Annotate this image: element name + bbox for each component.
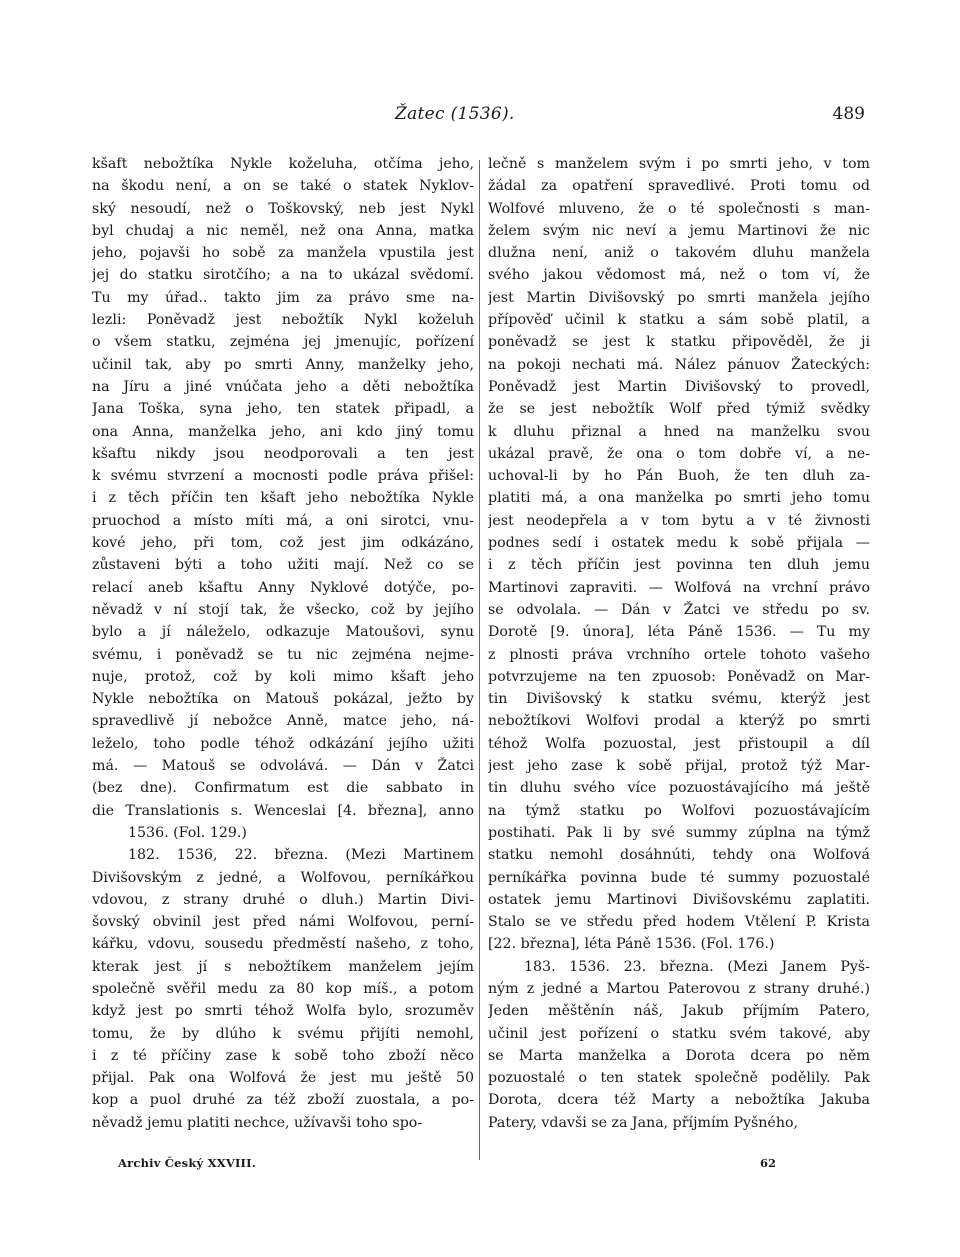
- text-line: na pokoji nechati má. Nález pánuov Žateckých:: [488, 356, 870, 373]
- text-line: Divišovským z jedné, a Wolfovou, perníkářkou: [92, 869, 474, 886]
- text-line: něvadž jemu platiti nechce, užívavši toho spo-: [92, 1114, 423, 1131]
- text-line: z plnosti práva vrchního ortele tohoto vašeho: [488, 646, 870, 663]
- text-line: Tu my úřad.. takto jim za právo sme na-: [92, 289, 474, 306]
- text-line: vdovou, z strany druhé o dluh.) Martin Divi-: [92, 891, 474, 908]
- text-line: se odvolala. — Dán v Žatci ve středu po sv.: [488, 601, 870, 618]
- left-column: [92, 153, 474, 1134]
- text-line: přípověď učinil k statku a sám sobě platil, a: [488, 312, 870, 329]
- text-line: uchoval-li by ho Pán Buoh, že ten dluh za-: [488, 468, 870, 485]
- text-line: Dorotě [9. února], léta Páně 1536. — Tu my: [488, 624, 870, 641]
- text-line: má. — Matouš se odvolává. — Dán v Žatci: [92, 758, 474, 775]
- text-line: i z těch příčin ten kšaft jeho nebožtíka Nykle: [92, 490, 474, 507]
- text-line: učinil jest pořízení o statku svém takové, aby: [488, 1025, 870, 1042]
- text-line: tin Divišovský k statku svému, kterýž jest: [488, 691, 870, 708]
- text-line: perníkářka povinna bude té summy pozuostalé: [488, 869, 870, 886]
- text-line: poněvadž se jest k statku připověděl, že ji: [488, 334, 870, 351]
- text-line: Poněvadž jest Martin Divišovský to provedl,: [488, 378, 870, 395]
- text-line: kop a puol druhé za též zboží zuostala, a po-: [92, 1092, 474, 1109]
- text-line: Dorota, dcera též Marty a nebožtíka Jakuba: [488, 1092, 870, 1109]
- text-line: svého jakou vědomost má, než o tom ví, že: [488, 267, 870, 284]
- text-line: nuje, protož, což by koli mimo kšaft jeho: [92, 668, 474, 685]
- text-line: i z těch příčin jest povinna ten dluh jemu: [488, 557, 870, 574]
- text-line: statku nemohl dosáhnúti, tehdy ona Wolfová: [488, 847, 870, 864]
- page-number: 489: [832, 104, 865, 124]
- text-line: téhož Wolfa pozuostal, jest přistoupil a díl: [488, 735, 870, 752]
- text-line: na Jíru a jiné vnúčata jeho a děti nebožtíka: [92, 378, 474, 395]
- text-line: 1536. (Fol. 129.): [128, 824, 247, 841]
- text-line: pruochod a místo míti má, a oni sirotci, vnu-: [92, 512, 474, 529]
- text-line: [22. března], léta Páně 1536. (Fol. 176.): [488, 936, 775, 953]
- text-line: kterak jest jí s nebožtíkem manželem jejím: [92, 958, 474, 975]
- text-line: kářku, vdovu, sousedu předměstí našeho, z toho,: [92, 936, 474, 953]
- text-line: Stalo se ve středu před hodem Vtělení P. Krista: [488, 914, 870, 931]
- text-line: jest Martin Divišovský po smrti manžela jejího: [488, 289, 870, 306]
- text-line: Martinovi zapraviti. — Wolfová na vrchní právo: [488, 579, 870, 596]
- text-line: leželo, toho podle téhož odkázání jejího užiti: [92, 735, 474, 752]
- text-line: Patery, vdavši se za Jana, příjmím Pyšného,: [488, 1114, 799, 1131]
- text-line: postihati. Pak li by své summy zúplna na týmž: [488, 824, 870, 841]
- text-line: dlužna není, aniž o takovém dluhu manžela: [488, 245, 870, 262]
- text-line: lezli: Poněvadž jest nebožtík Nykl koželuh: [92, 312, 474, 329]
- text-line: 182. 1536, 22. března. (Mezi Martinem: [128, 847, 474, 864]
- sheet-number: 62: [760, 1156, 777, 1170]
- text-line: zůstaveni býti a toho užiti mají. Než co se: [92, 557, 474, 574]
- text-line: jest neodepřela a v tom bytu a v té živnosti: [488, 512, 870, 529]
- text-line: jeho, pojavši ho sobě za manžela vpustila jest: [92, 245, 474, 262]
- text-line: že se jest nebožtík Wolf před týmiž svědky: [488, 401, 870, 418]
- text-line: die Translationis s. Wenceslai [4. března], anno: [92, 802, 474, 819]
- text-line: k svému stvrzení a mocnosti podle práva přišel:: [92, 468, 474, 485]
- text-line: na týmž statku po Wolfovi pozuostávajícím: [488, 802, 870, 819]
- text-line: žádal za opatření spravedlivé. Proti tomu od: [488, 178, 870, 195]
- right-column: [488, 153, 870, 1134]
- text-line: (bez dne). Confirmatum est die sabbato in: [92, 780, 474, 797]
- text-line: jej do statku sirotčího; a na to ukázal svědomí.: [92, 267, 474, 284]
- text-line: něvadž v ní stojí tak, že všecko, což by jejího: [92, 601, 474, 618]
- text-line: podnes sedí i ostatek medu k sobě přijala —: [488, 535, 870, 552]
- text-line: i z té příčiny zase k sobě toho zboží něco: [92, 1047, 474, 1064]
- text-line: nebožtíkovi Wolfovi prodal a kterýž po smrti: [488, 713, 870, 730]
- text-line: tomu, že by dlúho k svému přijíti nemohl,: [92, 1025, 474, 1042]
- text-line: relací aneb kšaftu Anny Nyklové dotýče, po-: [92, 579, 474, 596]
- text-line: pozuostalé o ten statek společně podělily. Pak: [488, 1070, 870, 1087]
- text-line: svému, i poněvadž se tu nic zejména nejme-: [92, 646, 474, 663]
- text-line: kové jeho, při tom, což jest jim odkázáno,: [92, 535, 474, 552]
- text-line: Nykle nebožtíka on Matouš pokázal, ježto by: [92, 691, 474, 708]
- text-line: ukázal pravě, že ona o tom dobře ví, a ne-: [488, 445, 870, 462]
- text-line: společně svěřil medu za 80 kop míš., a potom: [92, 980, 474, 997]
- text-line: učinil tak, aby po smrti Anny, manželky jeho,: [92, 356, 474, 373]
- text-line: potvrzujeme na ten zpuosob: Poněvadž on Mar-: [488, 668, 870, 685]
- text-line: tin dluhu svého více pozuostávajícího má ještě: [488, 780, 870, 797]
- text-line: platiti má, a ona manželka po smrti jeho tomu: [488, 490, 870, 507]
- text-line: kšaft nebožtíka Nykle koželuha, otčíma jeho,: [92, 156, 474, 172]
- text-line: šovský obvinil jest před námi Wolfovou, perní-: [92, 914, 474, 931]
- text-line: ostatek jemu Martinovi Divišovskému zaplatiti.: [488, 891, 870, 908]
- text-line: ský nesoudí, než o Toškovský, neb jest Nykl: [92, 200, 474, 217]
- text-line: se Marta manželka a Dorota dcera po něm: [488, 1047, 870, 1064]
- column-divider: [479, 160, 480, 1160]
- signature-mark: Archiv Český XXVIII.: [118, 1156, 256, 1170]
- text-line: jest jeho zase k sobě přijal, protož týž Mar-: [488, 758, 870, 775]
- text-line: ným z jedné a Martou Paterovou z strany druhé.): [488, 980, 870, 997]
- page-header: [0, 100, 960, 132]
- text-line: o všem statku, zejména jej jmenujíc, pořízení: [92, 334, 474, 351]
- text-line: na škodu není, a on se také o statek Nyklov-: [92, 178, 474, 195]
- text-line: ona Anna, manželka jeho, ani kdo jiný tomu: [92, 423, 474, 440]
- page-footer: [0, 1156, 960, 1178]
- text-line: bylo a jí náleželo, odkazuje Matoušovi, synu: [92, 624, 474, 641]
- text-line: k dluhu přiznal a hned na manželku svou: [488, 423, 870, 440]
- text-line: byl chudaj a nic neměl, než ona Anna, matka: [92, 222, 474, 239]
- text-line: spravedlivě jí nebožce Anně, matce jeho, ná-: [92, 713, 474, 730]
- text-line: kšaftu nikdy jsou neodporovali a ten jest: [92, 445, 474, 462]
- text-line: lečně s manželem svým i po smrti jeho, v tom: [488, 156, 870, 172]
- running-title: Žatec (1536).: [395, 104, 515, 124]
- text-line: Wolfové mluveno, že o té společnosti s man-: [488, 200, 870, 217]
- text-line: želem svým nic neví a jemu Martinovi že nic: [488, 222, 870, 239]
- text-line: přijal. Pak ona Wolfová že jest mu ještě 50: [92, 1070, 474, 1087]
- text-line: 183. 1536. 23. března. (Mezi Janem Pyš-: [524, 958, 870, 975]
- text-line: když jest po smrti téhož Wolfa bylo, srozuměv: [92, 1003, 474, 1020]
- text-line: Jana Toška, syna jeho, ten statek připadl, a: [92, 401, 474, 418]
- text-line: Jeden měštěnín náš, Jakub příjmím Patero,: [488, 1003, 870, 1020]
